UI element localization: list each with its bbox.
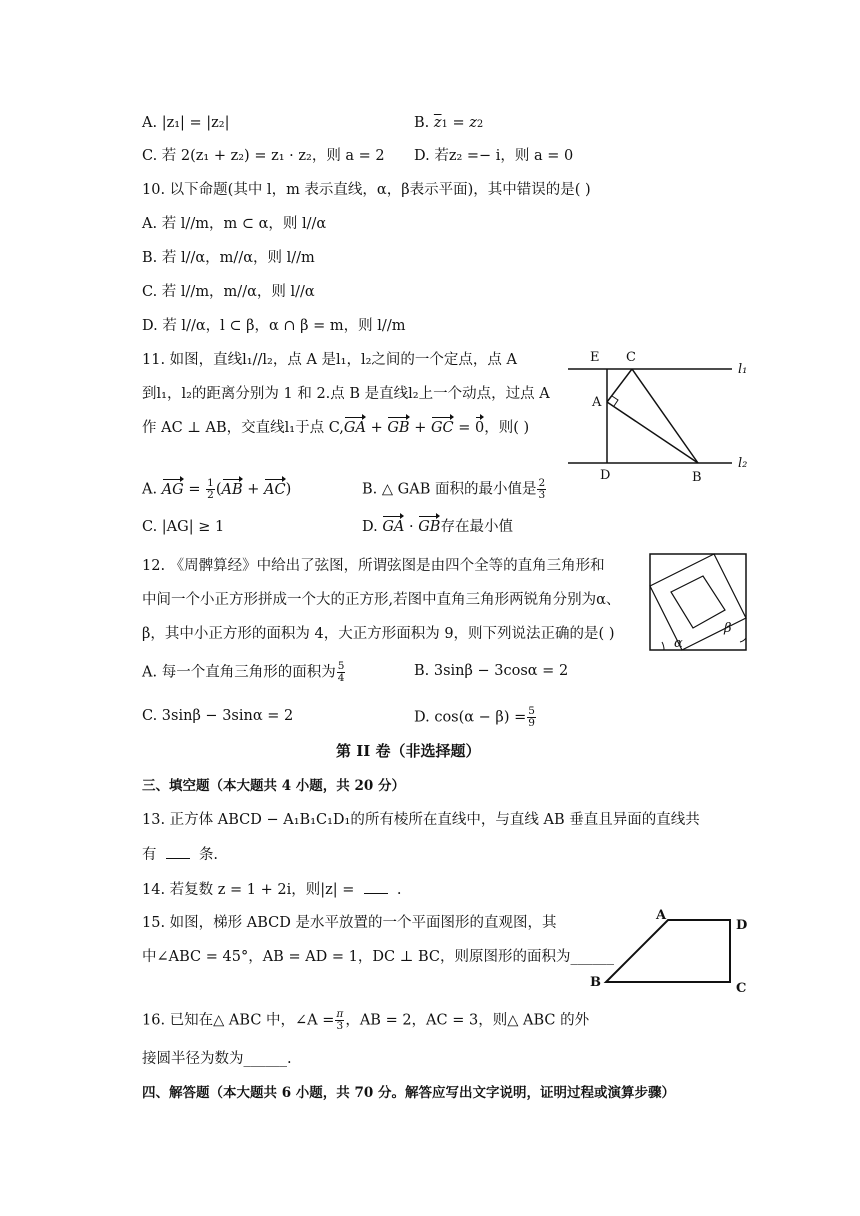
q12-option-c: C. 3sinβ − 3sinα = 2 [142, 708, 294, 724]
q12-label-beta: β [724, 621, 732, 636]
q12-option-b: B. 3sinβ − 3cosα = 2 [414, 663, 569, 679]
q11-figure [560, 345, 760, 485]
q9-option-d: D. 若z₂ =− i，则 a = 0 [414, 148, 574, 164]
q11-label-l2: l₂ [738, 456, 748, 471]
q9-option-c: C. 若 2(z₁ + z₂) = z₁ · z₂，则 a = 2 [142, 148, 385, 164]
q13-line1: 13. 正方体 ABCD − A₁B₁C₁D₁的所有棱所在直线中，与直线 AB 垂直且异面的直线共 [142, 812, 700, 828]
q9-option-a: A. |z₁| = |z₂| [142, 115, 230, 131]
q12-line2: 中间一个小正方形拼成一个大的正方形,若图中直角三角形两锐角分别为α、 [142, 592, 621, 608]
q12-option-d: D. cos(α − β) = $\frac{5}{9}$ [414, 705, 535, 729]
q12-figure [648, 552, 752, 652]
q10-option-c: C. 若 l//m，m//α，则 l//α [142, 284, 315, 300]
q12-label-alpha: α [674, 636, 683, 651]
q11-option-a: A. AG = $\frac{1}{2}$ (AB + AC) [142, 477, 292, 501]
q16-line2: 接圆半径为数为______. [142, 1051, 292, 1067]
q11-label-b: B [692, 470, 702, 485]
q11-label-a: A [592, 395, 602, 410]
q11-line2: 到l₁，l₂的距离分别为 1 和 2.点 B 是直线l₂上一个动点，过点 A [142, 386, 550, 402]
q15-label-c: C [736, 981, 747, 996]
q15-line1: 15. 如图，梯形 ABCD 是水平放置的一个平面图形的直观图，其 [142, 915, 557, 931]
q15-figure [586, 906, 756, 996]
q10-option-a: A. 若 l//m，m ⊂ α，则 l//α [142, 216, 327, 232]
q12-line1: 12. 《周髀算经》中给出了弦图，所谓弦图是由四个全等的直角三角形和 [142, 558, 605, 574]
section2-title: 第 II 卷（非选择题） [336, 742, 481, 760]
q12-option-a: A. 每一个直角三角形的面积为 $\frac{5}{4}$ [142, 660, 345, 684]
q11-option-d: D. GA · GB存在最小值 [362, 519, 513, 535]
q15-label-b: B [590, 975, 601, 990]
q12-line3: β，其中小正方形的面积为 4，大正方形面积为 9，则下列说法正确的是( ) [142, 626, 615, 642]
q15-label-d: D [736, 918, 748, 933]
q11-label-c: C [626, 350, 636, 365]
q11-label-e: E [590, 350, 600, 365]
q13-line2: 有 条. [142, 844, 218, 865]
part3-heading: 三、填空题（本大题共 4 小题，共 20 分） [142, 778, 405, 794]
q9-option-b: B. $\overline{z}1 = z2$ [414, 115, 484, 131]
q15-line2: 中∠ABC = 45°，AB = AD = 1，DC ⊥ BC，则原图形的面积为______ [142, 949, 614, 965]
q10-option-b: B. 若 l//α，m//α，则 l//m [142, 250, 315, 266]
q10-stem: 10. 以下命题(其中 l，m 表示直线，α，β表示平面)，其中错误的是( ) [142, 182, 591, 198]
part4-heading: 四、解答题（本大题共 6 小题，共 70 分。解答应写出文字说明，证明过程或演算步骤） [142, 1085, 675, 1101]
q15-label-a: A [656, 908, 667, 923]
q11-option-b: B. △ GAB 面积的最小值是 $\frac{2}{3}$ [362, 477, 546, 501]
q14-text: 14. 若复数 z = 1 + 2i，则|z| = . [142, 879, 401, 900]
q11-line3: 作 AC ⊥ AB，交直线l₁于点 C,GA + GB + GC = 0，则( ) [142, 420, 530, 436]
q11-label-l1: l₁ [738, 362, 748, 377]
q10-option-d: D. 若 l//α，l ⊂ β，α ∩ β = m，则 l//m [142, 318, 406, 334]
q11-label-d: D [600, 468, 611, 483]
q16-line1: 16. 已知在△ ABC 中，∠A = $\frac{\pi}{3}$ ，AB = 2，AC = 3，则△ ABC 的外 [142, 1008, 590, 1032]
q11-option-c: C. |AG| ≥ 1 [142, 519, 225, 535]
q11-line1: 11. 如图，直线l₁//l₂，点 A 是l₁，l₂之间的一个定点，点 A [142, 352, 518, 368]
